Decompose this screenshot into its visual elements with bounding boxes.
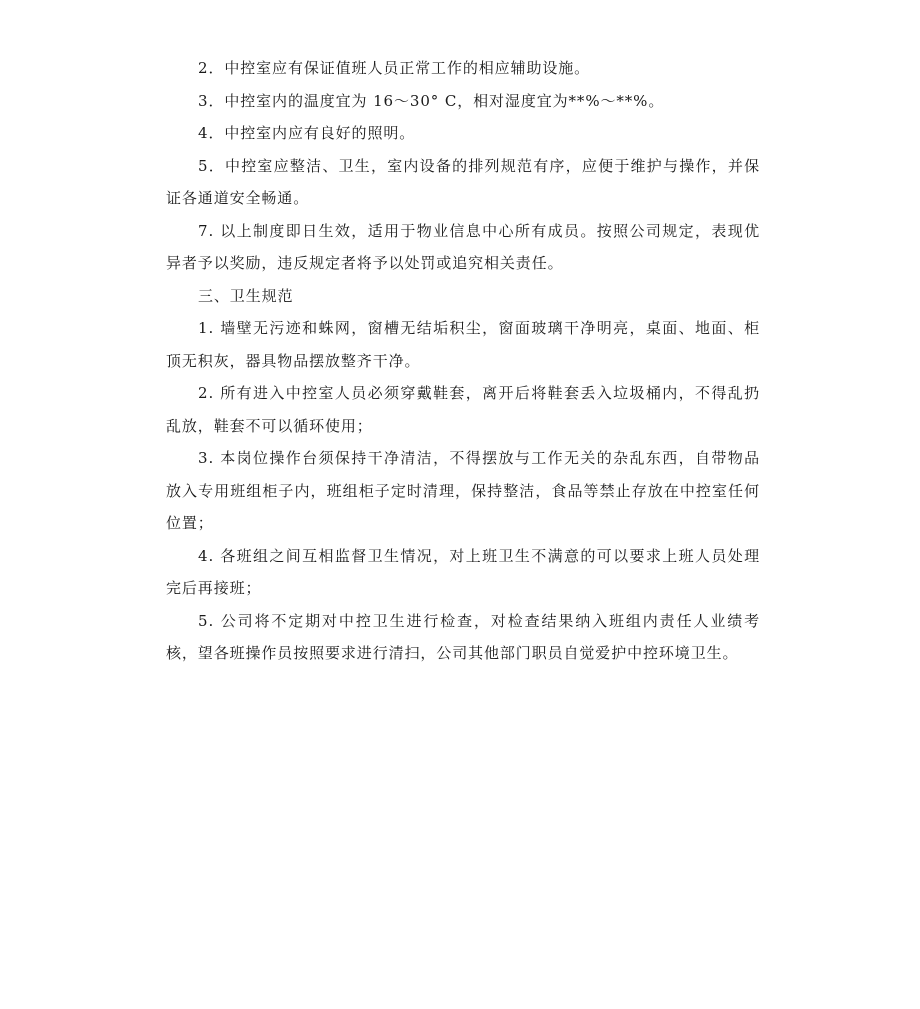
paragraph-inspection: 5. 公司将不定期对中控卫生进行检查，对检查结果纳入班组内责任人业绩考核，望各班操作员按照要求进行清扫，公司其他部门职员自觉爱护中控环境卫生。 <box>166 611 760 662</box>
paragraph-mutual-supervision: 4. 各班组之间互相监督卫生情况，对上班卫生不满意的可以要求上班人员处理完后再接班； <box>166 546 760 597</box>
paragraph-console: 3. 本岗位操作台须保持干净清洁，不得摆放与工作无关的杂乱东西，自带物品放入专用班组柜子内，班组柜子定时清理，保持整洁，食品等禁止存放在中控室任何位置； <box>166 449 760 532</box>
paragraph-shoe-covers: 2. 所有进入中控室人员必须穿戴鞋套，离开后将鞋套丢入垃圾桶内，不得乱扔乱放，鞋套不可以循环使用； <box>166 384 760 435</box>
paragraph-cleanliness: 5．中控室应整洁、卫生，室内设备的排列规范有序，应便于维护与操作，并保证各通道安全畅通。 <box>166 156 760 207</box>
document-body <box>166 52 760 670</box>
paragraph-walls: 1. 墙壁无污迹和蛛网，窗槽无结垢积尘，窗面玻璃干净明亮，桌面、地面、柜顶无积灰，器具物品摆放整齐干净。 <box>166 319 760 370</box>
section-heading-hygiene: 三、卫生规范 <box>198 286 294 305</box>
paragraph-lighting: 4．中控室内应有良好的照明。 <box>198 124 416 142</box>
paragraph-temperature: 3．中控室内的温度宜为 16～30° C，相对湿度宜为**%～**%。 <box>198 91 665 110</box>
paragraph-facilities: 2．中控室应有保证值班人员正常工作的相应辅助设施。 <box>198 59 591 77</box>
paragraph-effective-date: 7. 以上制度即日生效，适用于物业信息中心所有成员。按照公司规定，表现优异者予以奖励，违反规定者将予以处罚或追究相关责任。 <box>166 221 760 272</box>
